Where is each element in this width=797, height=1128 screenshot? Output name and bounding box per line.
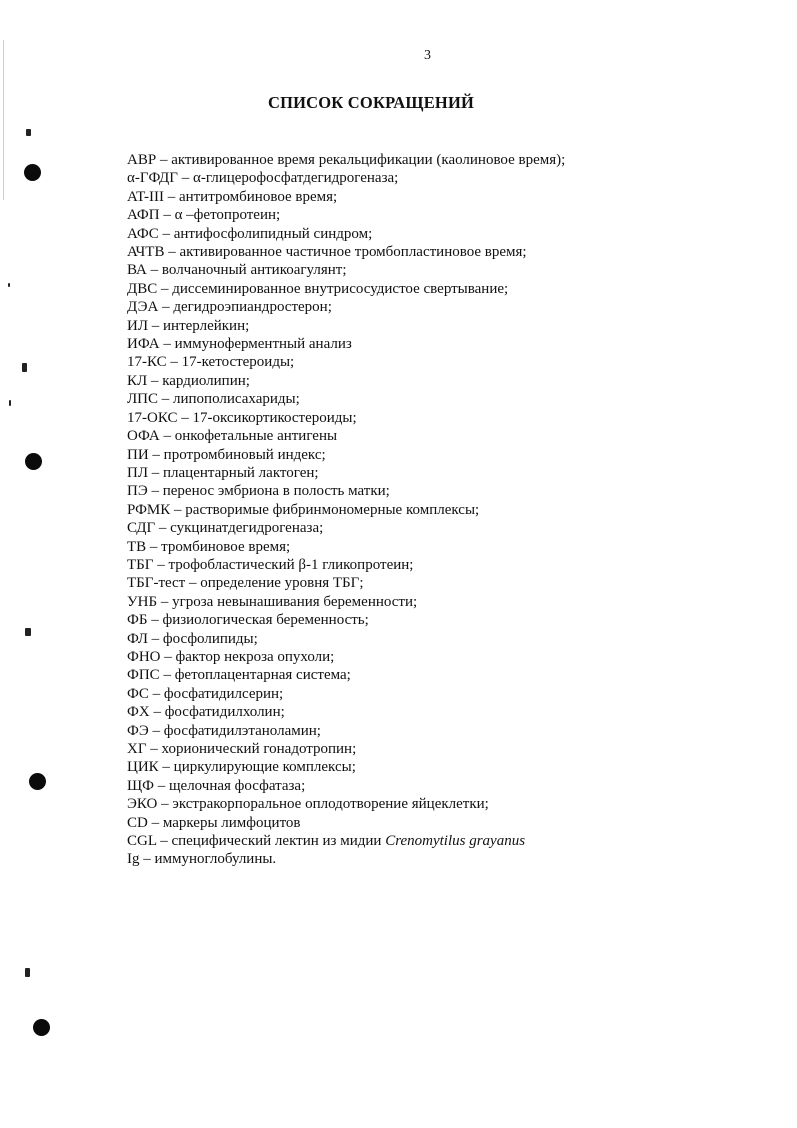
punch-hole-mark [24, 164, 41, 181]
abbreviation-term: АФП [127, 207, 160, 224]
abbreviation-definition: онкофетальные антигены [174, 428, 338, 445]
abbreviation-separator: – [156, 152, 172, 168]
abbreviation-definition: трофобластический β-1 гликопротеин; [168, 556, 414, 573]
abbreviation-term: CGL [127, 833, 157, 850]
punch-hole-mark [29, 773, 46, 790]
abbreviation-item [127, 390, 565, 408]
abbreviation-definition: маркеры лимфоцитов [162, 814, 301, 831]
abbreviation-separator: – [157, 796, 173, 813]
abbreviation-item [127, 538, 565, 556]
abbreviation-separator: – [156, 833, 172, 850]
abbreviation-term: ПИ [127, 446, 149, 463]
abbreviation-separator: – [158, 299, 174, 316]
abbreviation-definition: экстракорпоральное оплодотворение яйцеклетки; [172, 796, 489, 813]
abbreviation-definition: α-глицерофосфатдегидрогеназа; [192, 170, 399, 187]
abbreviation-separator: – [153, 556, 169, 573]
abbreviation-item [127, 666, 565, 684]
abbreviation-separator: – [159, 667, 175, 684]
abbreviation-term: α-ГФДГ [127, 170, 178, 187]
abbreviation-separator: – [177, 409, 193, 426]
abbreviation-definition: физиологическая беременность; [162, 612, 369, 629]
abbreviation-separator: – [166, 354, 182, 371]
abbreviation-separator: – [158, 391, 174, 408]
abbreviation-separator: – [147, 483, 163, 500]
abbreviation-item [127, 317, 565, 335]
abbreviation-term: ПЭ [127, 483, 148, 500]
abbreviation-separator: – [148, 464, 164, 481]
abbreviation-term: ФС [127, 685, 149, 702]
abbreviation-definition: щелочная фосфатаза; [168, 777, 306, 794]
abbreviation-definition: фосфатидилэтаноламин; [163, 722, 321, 739]
abbreviation-item [127, 630, 565, 648]
abbreviation-definition: антитромбиновое время; [178, 188, 338, 205]
abbreviation-term: ЛПС [127, 391, 159, 408]
abbreviation-item [127, 556, 565, 574]
abbreviation-term: КЛ [127, 372, 148, 389]
abbreviation-separator: – [148, 685, 164, 702]
abbreviation-definition: угроза невынашивания беременности; [172, 593, 418, 610]
abbreviation-separator: – [159, 336, 175, 353]
abbreviation-separator: – [148, 722, 164, 739]
abbreviation-term: УНБ [127, 593, 158, 610]
abbreviation-definition: хорионический гонадотропин; [161, 741, 357, 757]
abbreviation-term: ТВ [127, 538, 147, 555]
abbreviation-separator: – [159, 428, 175, 445]
abbreviation-item [127, 611, 565, 629]
abbreviation-separator: – [149, 704, 165, 721]
abbreviation-separator: – [148, 446, 164, 463]
abbreviation-separator: – [147, 814, 163, 831]
abbreviation-term: ФБ [127, 612, 148, 629]
scan-speck [26, 129, 31, 136]
abbreviation-term: ОФА [127, 428, 160, 445]
abbreviation-term: ФЭ [127, 722, 149, 739]
abbreviation-definition: перенос эмбриона в полость матки; [162, 483, 390, 500]
abbreviation-item [127, 169, 565, 187]
abbreviation-separator: – [146, 262, 162, 279]
abbreviation-definition: фосфатидилсерин; [163, 685, 284, 702]
abbreviation-definition: липополисахариды; [173, 391, 300, 408]
abbreviation-separator: – [147, 372, 163, 389]
scan-speck [8, 283, 10, 287]
abbreviation-separator: – [158, 225, 174, 242]
abbreviation-term: AT-III [127, 188, 164, 205]
abbreviation-separator: – [157, 593, 173, 610]
abbreviation-term: ЦИК [127, 759, 159, 776]
abbreviation-separator: – [153, 777, 169, 794]
punch-hole-mark [25, 453, 42, 470]
abbreviation-definition: активированное частичное тромбопластиновое время; [179, 244, 527, 261]
abbreviation-item [127, 298, 565, 316]
abbreviation-term: ФЛ [127, 630, 148, 647]
abbreviation-separator: – [158, 759, 174, 776]
abbreviation-definition: иммуноглобулины. [154, 851, 277, 868]
abbreviation-definition: антифосфолипидный синдром; [173, 225, 373, 242]
abbreviation-item [127, 703, 565, 721]
abbreviation-item [127, 814, 565, 832]
abbreviation-item [127, 409, 565, 427]
abbreviation-item [127, 335, 565, 353]
abbreviation-item [127, 648, 565, 666]
scan-speck [9, 400, 11, 406]
abbreviation-definition: сукцинатдегидрогеназа; [170, 520, 324, 537]
abbreviation-term: ФПС [127, 667, 160, 684]
abbreviation-separator: – [146, 741, 162, 757]
abbreviation-definition: активированное время рекальцификации (каолиновое время); [171, 152, 566, 168]
abbreviation-separator: – [159, 207, 175, 224]
abbreviation-item [127, 574, 565, 592]
abbreviation-item [127, 501, 565, 519]
abbreviation-term: ИФА [127, 336, 160, 353]
scan-speck [22, 363, 27, 372]
abbreviation-item [127, 722, 565, 740]
abbreviation-item [127, 206, 565, 224]
abbreviation-term: ТБГ [127, 556, 154, 573]
abbreviation-item [127, 777, 565, 795]
abbreviation-definition: фетоплацентарная система; [174, 667, 351, 684]
abbreviation-item [127, 446, 565, 464]
abbreviation-item [127, 482, 565, 500]
scan-speck [25, 968, 30, 977]
abbreviation-item [127, 372, 565, 390]
abbreviation-term: АВР [127, 152, 157, 168]
abbreviation-definition: диссеминированное внутрисосудистое свертывание; [172, 280, 509, 297]
abbreviation-separator: – [164, 244, 180, 261]
abbreviation-separator: – [155, 520, 171, 537]
abbreviation-definition: 17-оксикортикостероиды; [192, 409, 357, 426]
abbreviation-definition: фосфатидилхолин; [164, 704, 285, 721]
abbreviation-definition-italic: Crenomytilus grayanus [385, 833, 526, 850]
abbreviation-definition: кардиолипин; [162, 372, 250, 389]
abbreviation-term: ФНО [127, 648, 161, 665]
abbreviation-item [127, 353, 565, 371]
abbreviation-item [127, 280, 565, 298]
abbreviation-definition: специфический лектин из мидии [171, 833, 386, 850]
abbreviation-item [127, 685, 565, 703]
abbreviation-term: ДЭА [127, 299, 159, 316]
abbreviation-term: Ig [127, 851, 140, 868]
scan-speck [25, 628, 31, 636]
abbreviation-definition: плацентарный лактоген; [163, 464, 319, 481]
abbreviation-separator: – [147, 612, 163, 629]
abbreviation-definition: циркулирующие комплексы; [173, 759, 356, 776]
abbreviation-definition: фактор некроза опухоли; [175, 648, 335, 665]
abbreviation-item [127, 243, 565, 261]
abbreviation-item [127, 593, 565, 611]
abbreviation-definition: волчаночный антикоагулянт; [161, 262, 347, 279]
abbreviation-item [127, 464, 565, 482]
abbreviation-separator: – [177, 170, 193, 187]
abbreviation-separator: – [147, 630, 163, 647]
abbreviation-separator: – [148, 317, 164, 334]
abbreviation-separator: – [170, 501, 186, 518]
abbreviation-separator: – [146, 538, 162, 555]
abbreviation-separator: – [157, 280, 173, 297]
abbreviation-item [127, 151, 565, 169]
abbreviation-term: 17-КС [127, 354, 167, 371]
punch-hole-mark [33, 1019, 50, 1036]
abbreviation-item [127, 225, 565, 243]
abbreviation-definition: определение уровня ТБГ; [200, 575, 364, 592]
abbreviation-term: ИЛ [127, 317, 149, 334]
scan-margin-line [3, 40, 4, 200]
abbreviation-term: РФМК [127, 501, 171, 518]
abbreviation-term: АЧТВ [127, 244, 165, 261]
abbreviation-definition: 17-кетостероиды; [181, 354, 295, 371]
abbreviation-term: ФХ [127, 704, 150, 721]
abbreviation-item [127, 740, 565, 758]
abbreviation-definition: дегидроэпиандростерон; [173, 299, 332, 316]
abbreviation-term: ВА [127, 262, 147, 279]
abbreviation-item [127, 188, 565, 206]
abbreviation-item [127, 795, 565, 813]
abbreviation-term: 17-ОКС [127, 409, 178, 426]
page-number: 3 [424, 48, 431, 63]
abbreviation-item [127, 850, 565, 868]
abbreviation-item [127, 427, 565, 445]
abbreviation-list [127, 151, 565, 869]
abbreviation-separator: – [139, 851, 155, 868]
abbreviation-term: ДВС [127, 280, 158, 297]
abbreviation-term: ХГ [127, 741, 147, 757]
abbreviation-term: СДГ [127, 520, 156, 537]
abbreviation-term: ЭКО [127, 796, 158, 813]
abbreviation-separator: – [185, 575, 201, 592]
abbreviation-definition: растворимые фибринмономерные комплексы; [185, 501, 480, 518]
abbreviation-separator: – [163, 188, 179, 205]
abbreviation-term: CD [127, 814, 148, 831]
abbreviation-separator: – [160, 648, 176, 665]
page-title: СПИСОК СОКРАЩЕНИЙ [267, 93, 475, 112]
abbreviation-definition: фосфолипиды; [162, 630, 258, 647]
abbreviation-term: ТБГ-тест [127, 575, 186, 592]
abbreviation-item [127, 261, 565, 279]
abbreviation-term: АФС [127, 225, 159, 242]
abbreviation-definition: иммуноферментный анализ [174, 336, 352, 353]
abbreviation-definition: α –фетопротеин; [174, 207, 281, 224]
abbreviation-definition: тромбиновое время; [161, 538, 291, 555]
abbreviation-item [127, 758, 565, 776]
abbreviation-definition: протромбиновый индекс; [163, 446, 326, 463]
abbreviation-item [127, 832, 565, 850]
abbreviation-definition: интерлейкин; [163, 317, 250, 334]
abbreviation-term: ЩФ [127, 777, 154, 794]
abbreviation-item [127, 519, 565, 537]
abbreviation-term: ПЛ [127, 464, 149, 481]
